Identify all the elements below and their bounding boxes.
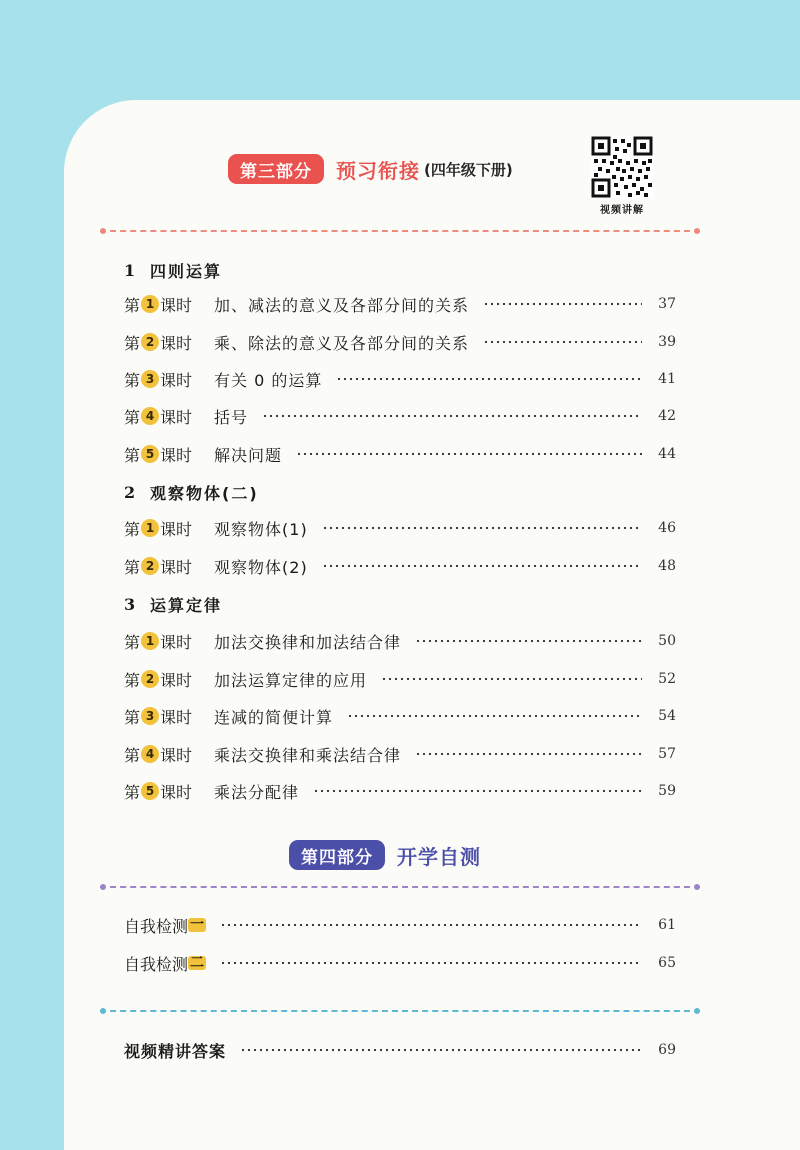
leader-dots — [415, 636, 642, 646]
lesson-suffix: 课时 — [160, 407, 193, 427]
leader-dots — [313, 786, 642, 796]
toc-entry[interactable] — [124, 292, 676, 316]
leader-dots — [322, 523, 642, 533]
part4-header — [289, 840, 481, 870]
lesson-suffix: 课时 — [160, 557, 193, 577]
section-title: 观察物体(二) — [150, 483, 259, 503]
lesson-prefix: 第 — [124, 670, 141, 690]
section-number: 3 — [124, 594, 136, 614]
section-number: 2 — [124, 482, 136, 502]
part3-title: 预习衔接 — [336, 158, 420, 183]
page-number: 42 — [658, 408, 676, 424]
lesson-prefix: 第 — [124, 632, 141, 652]
page-number: 52 — [658, 671, 676, 687]
qr-code-block[interactable] — [591, 136, 653, 216]
lesson-prefix: 第 — [124, 557, 141, 577]
section-title: 运算定律 — [150, 595, 223, 615]
part4-divider — [100, 884, 700, 890]
page-number: 48 — [658, 558, 676, 574]
answers-label: 视频精讲答案 — [124, 1041, 227, 1061]
toc-entry[interactable] — [124, 629, 676, 653]
lesson-title: 观察物体(1) — [214, 519, 308, 539]
toc-entry[interactable] — [124, 704, 676, 728]
toc-entry[interactable] — [124, 367, 676, 391]
lesson-suffix: 课时 — [160, 370, 193, 390]
part3-header — [228, 154, 513, 184]
page-number: 37 — [658, 296, 676, 312]
section-heading — [124, 592, 676, 616]
section-number: 1 — [124, 260, 136, 280]
toc-entry[interactable] — [124, 951, 676, 975]
leader-dots — [240, 1045, 642, 1055]
toc-entry[interactable] — [124, 742, 676, 766]
leader-dots — [296, 449, 642, 459]
lesson-prefix: 第 — [124, 519, 141, 539]
lesson-title: 乘法分配律 — [214, 782, 300, 802]
lesson-title: 解决问题 — [214, 445, 283, 465]
lesson-number-badge: 2 — [141, 333, 159, 351]
lesson-number-badge: 2 — [141, 670, 159, 688]
page-number: 61 — [658, 917, 676, 933]
toc-entry[interactable] — [124, 330, 676, 354]
lesson-title: 括号 — [214, 407, 249, 427]
lesson-title: 乘、除法的意义及各部分间的关系 — [214, 333, 470, 353]
leader-dots — [347, 711, 642, 721]
lesson-number-badge: 5 — [141, 445, 159, 463]
lesson-prefix: 第 — [124, 707, 141, 727]
lesson-suffix: 课时 — [160, 445, 193, 465]
part3-subtitle: (四年级下册) — [424, 160, 513, 179]
leader-dots — [381, 674, 642, 684]
leader-dots — [322, 561, 642, 571]
toc-entry[interactable] — [124, 1038, 676, 1062]
lesson-title: 加法交换律和加法结合律 — [214, 632, 402, 652]
lesson-number-badge: 3 — [141, 370, 159, 388]
lesson-title: 有关 0 的运算 — [214, 370, 323, 390]
lesson-title: 乘法交换律和乘法结合律 — [214, 745, 402, 765]
self-test-label: 自我检测 — [124, 916, 189, 936]
part3-divider — [100, 228, 700, 234]
lesson-suffix: 课时 — [160, 632, 193, 652]
lesson-title: 加法运算定律的应用 — [214, 670, 368, 690]
page-number: 57 — [658, 746, 676, 762]
lesson-prefix: 第 — [124, 333, 141, 353]
lesson-prefix: 第 — [124, 445, 141, 465]
lesson-suffix: 课时 — [160, 782, 193, 802]
part4-title: 开学自测 — [397, 844, 481, 869]
qr-code-icon[interactable] — [591, 136, 653, 198]
lesson-number-badge: 1 — [141, 295, 159, 313]
page-number: 54 — [658, 708, 676, 724]
lesson-number-badge: 1 — [141, 632, 159, 650]
leader-dots — [483, 337, 642, 347]
section-heading — [124, 258, 676, 282]
leader-dots — [336, 374, 642, 384]
lesson-suffix: 课时 — [160, 295, 193, 315]
answers-divider — [100, 1008, 700, 1014]
lesson-suffix: 课时 — [160, 333, 193, 353]
lesson-prefix: 第 — [124, 295, 141, 315]
lesson-suffix: 课时 — [160, 707, 193, 727]
toc-entry[interactable] — [124, 442, 676, 466]
lesson-suffix: 课时 — [160, 670, 193, 690]
toc-entry[interactable] — [124, 554, 676, 578]
page-number: 69 — [658, 1042, 676, 1058]
toc-entry[interactable] — [124, 516, 676, 540]
page-number: 59 — [658, 783, 676, 799]
toc-entry[interactable] — [124, 404, 676, 428]
toc-entry[interactable] — [124, 779, 676, 803]
lesson-number-badge: 4 — [141, 745, 159, 763]
toc-entry[interactable] — [124, 667, 676, 691]
self-test-label: 自我检测 — [124, 954, 189, 974]
page-number: 46 — [658, 520, 676, 536]
toc-entry[interactable] — [124, 913, 676, 937]
self-test-mark: 二 — [190, 955, 205, 971]
qr-label: 视频讲解 — [600, 205, 644, 216]
page-number: 39 — [658, 334, 676, 350]
leader-dots — [220, 920, 642, 930]
part3-badge: 第三部分 — [228, 154, 324, 184]
part4-badge: 第四部分 — [289, 840, 385, 870]
lesson-number-badge: 2 — [141, 557, 159, 575]
lesson-number-badge: 1 — [141, 519, 159, 537]
page-number: 50 — [658, 633, 676, 649]
lesson-title: 加、减法的意义及各部分间的关系 — [214, 295, 470, 315]
section-heading — [124, 480, 676, 504]
leader-dots — [415, 749, 642, 759]
lesson-number-badge: 5 — [141, 782, 159, 800]
leader-dots — [262, 411, 642, 421]
lesson-number-badge: 4 — [141, 407, 159, 425]
page-number: 44 — [658, 446, 676, 462]
lesson-prefix: 第 — [124, 370, 141, 390]
lesson-suffix: 课时 — [160, 519, 193, 539]
section-title: 四则运算 — [150, 261, 223, 281]
leader-dots — [483, 299, 642, 309]
leader-dots — [220, 958, 642, 968]
page-number: 41 — [658, 371, 676, 387]
lesson-title: 观察物体(2) — [214, 557, 308, 577]
lesson-prefix: 第 — [124, 407, 141, 427]
self-test-mark: 一 — [190, 917, 205, 933]
lesson-prefix: 第 — [124, 782, 141, 802]
lesson-title: 连减的简便计算 — [214, 707, 334, 727]
lesson-prefix: 第 — [124, 745, 141, 765]
lesson-number-badge: 3 — [141, 707, 159, 725]
page-number: 65 — [658, 955, 676, 971]
lesson-suffix: 课时 — [160, 745, 193, 765]
